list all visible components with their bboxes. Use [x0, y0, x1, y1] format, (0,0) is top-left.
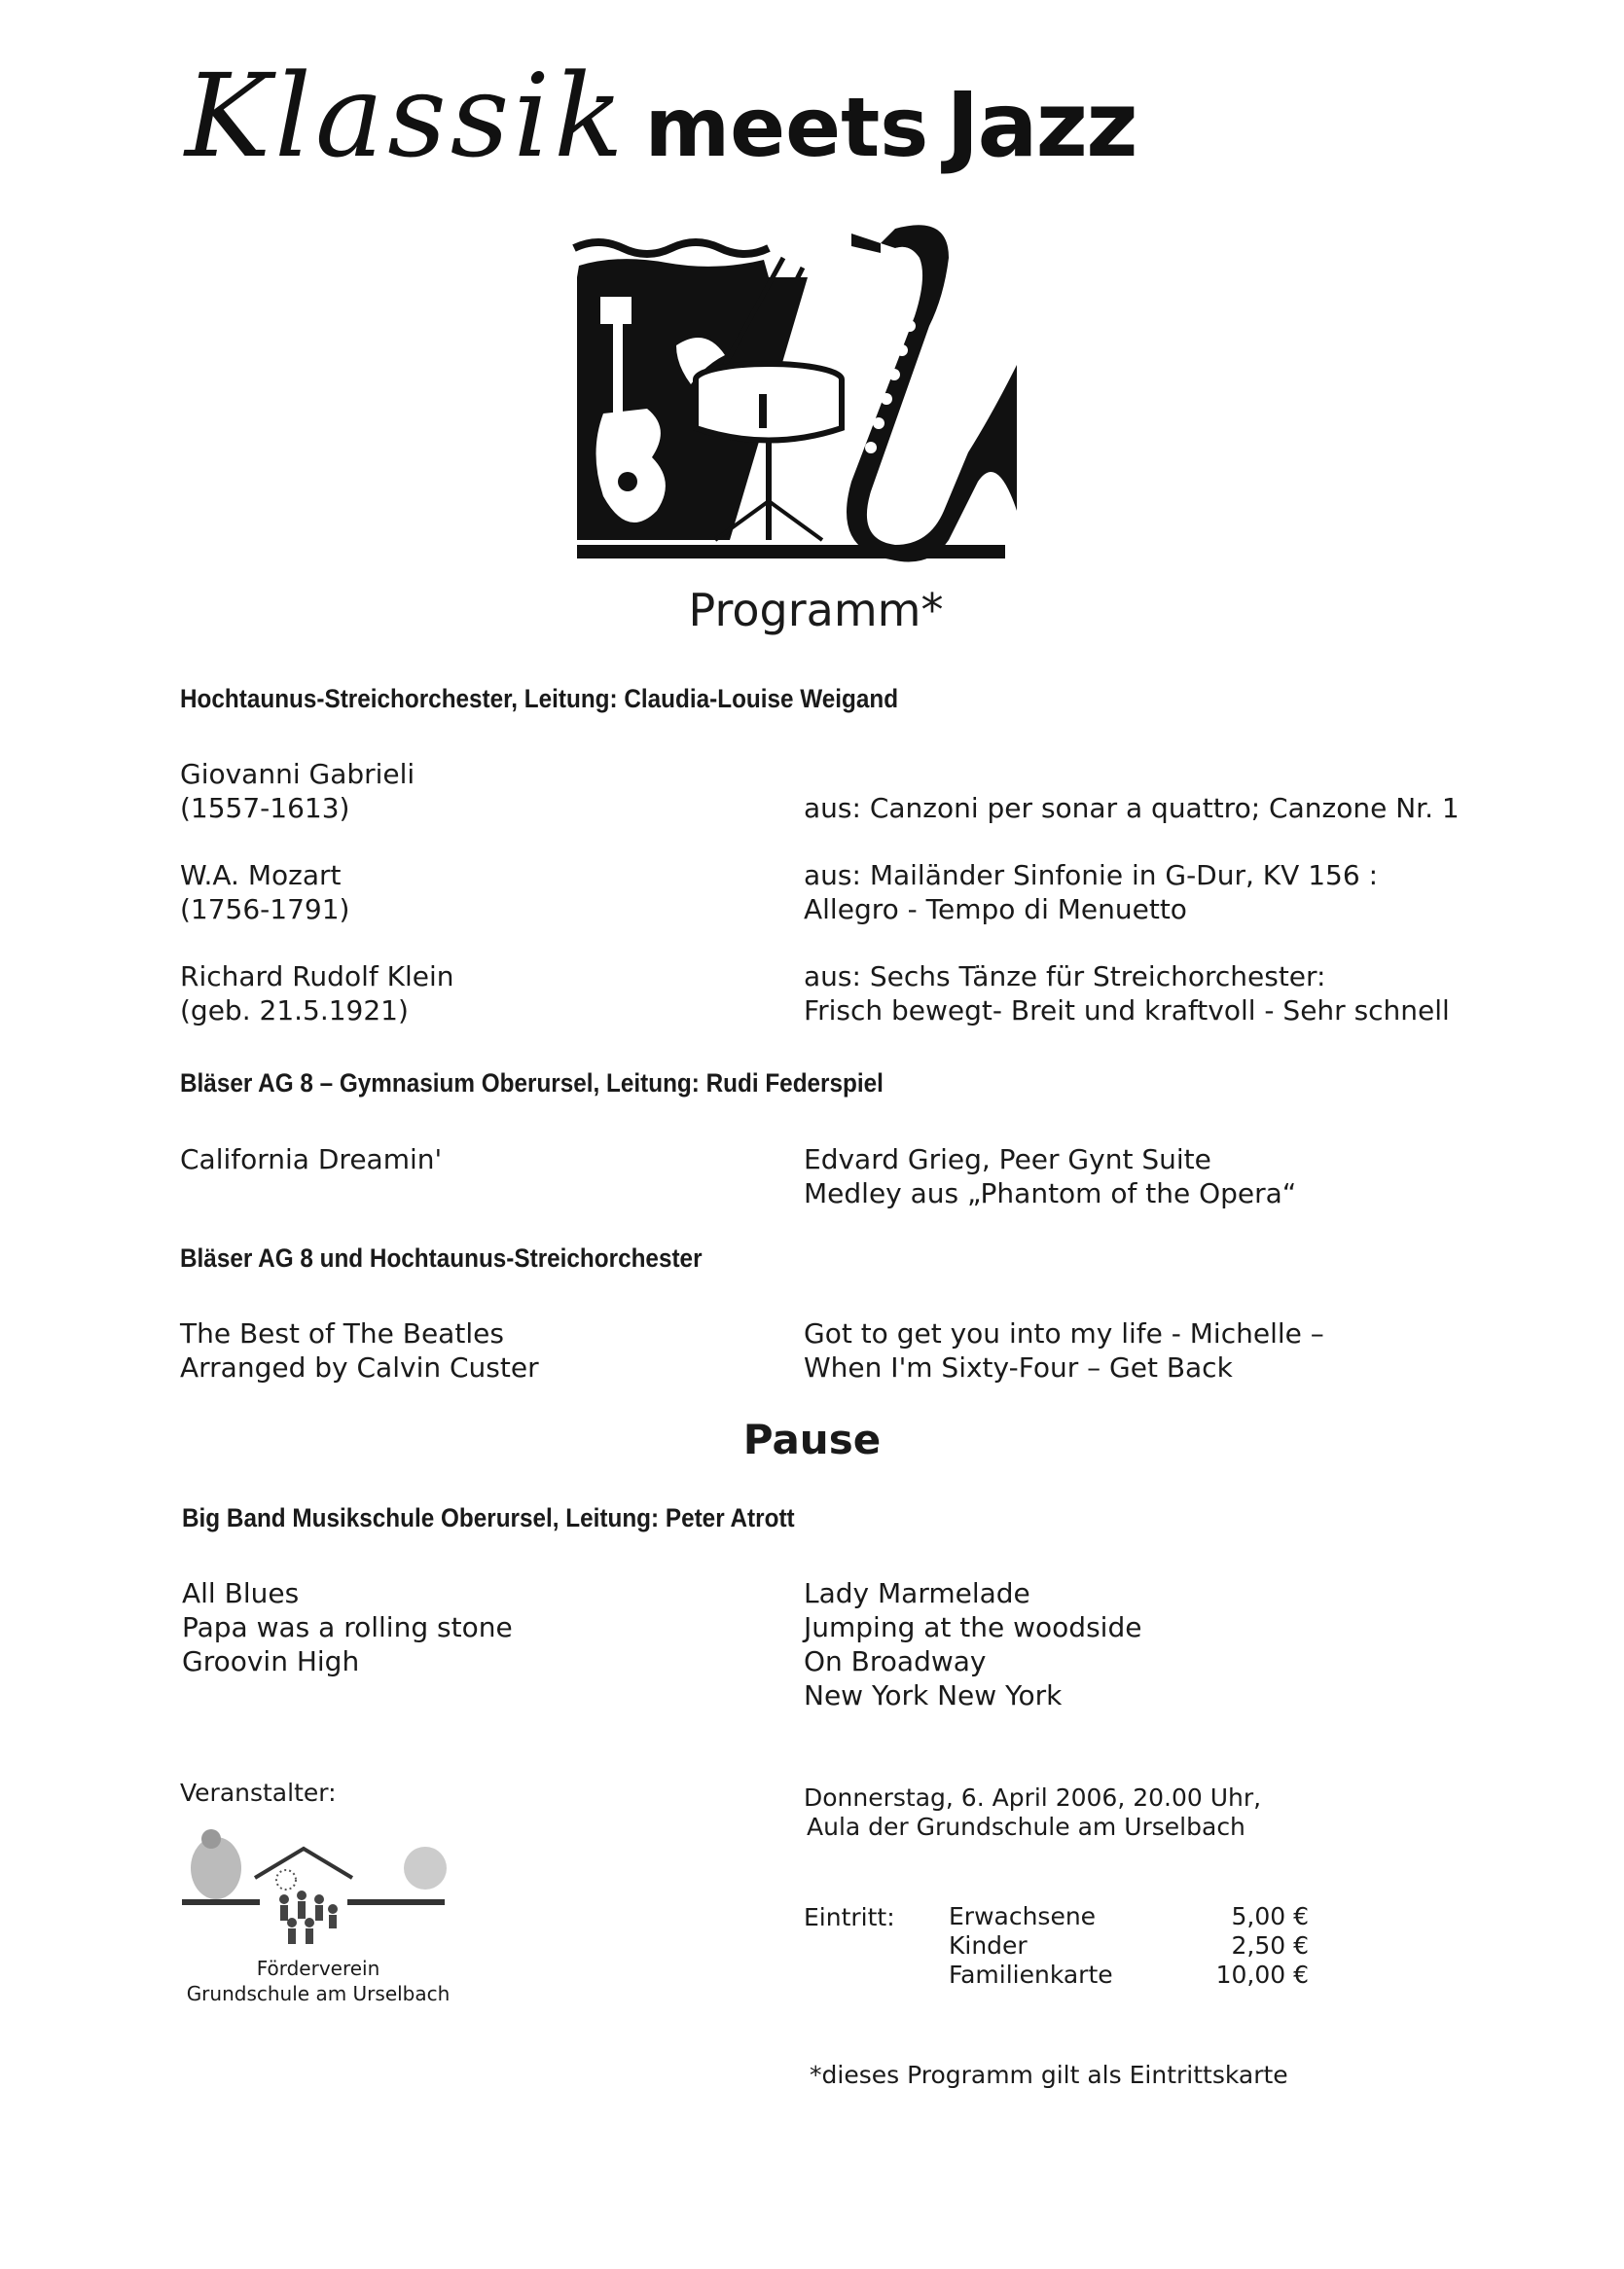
piece-mozart: aus: Mailänder Sinfonie in G-Dur, KV 156 : Allegro - Tempo di Menuetto	[804, 859, 1378, 925]
title-jazz: Jazz	[946, 73, 1137, 177]
price-value-familienkarte: 10,00 €	[1215, 1961, 1309, 1989]
veranstalter-label: Veranstalter:	[180, 1779, 337, 1807]
composer-gabrieli: Giovanni Gabrieli (1557-1613)	[180, 758, 415, 824]
foerderverein-name: Förderverein Grundschule am Urselbach	[186, 1957, 451, 2005]
price-value-kinder: 2,50 €	[1231, 1931, 1309, 1960]
programm-heading: Programm*	[688, 584, 944, 636]
event-venue: Aula der Grundschule am Urselbach	[807, 1813, 1245, 1841]
composer-mozart: W.A. Mozart (1756-1791)	[180, 859, 350, 925]
title-meets: meets	[644, 80, 929, 175]
section-heading-streichorchester: Hochtaunus-Streichorchester, Leitung: Claudia-Louise Weigand	[180, 684, 899, 713]
bigband-list-right: Lady Marmelade Jumping at the woodside On Broadway New York New York	[804, 1577, 1142, 1711]
section-heading-blaeser-ag: Bläser AG 8 – Gymnasium Oberursel, Leitung: Rudi Federspiel	[180, 1068, 884, 1098]
price-category-familienkarte: Familienkarte	[949, 1961, 1113, 1989]
jazz-instruments-illustration	[559, 219, 1027, 583]
beatles-songs: Got to get you into my life - Michelle – When I'm Sixty-Four – Get Back	[804, 1317, 1324, 1384]
price-value-erwachsene: 5,00 €	[1231, 1902, 1309, 1930]
piece-california-dreamin: California Dreamin'	[180, 1143, 443, 1175]
composer-klein: Richard Rudolf Klein (geb. 21.5.1921)	[180, 960, 454, 1026]
section-heading-combined: Bläser AG 8 und Hochtaunus-Streichorchester	[180, 1243, 703, 1273]
title-klassik: Klassik	[185, 49, 628, 183]
eintritt-label: Eintritt:	[804, 1903, 895, 1931]
bigband-list-left: All Blues Papa was a rolling stone Groovin High	[182, 1577, 513, 1677]
piece-beatles: The Best of The Beatles Arranged by Calvin Custer	[180, 1317, 539, 1384]
pause-heading: Pause	[742, 1416, 882, 1463]
page-title	[185, 49, 1137, 183]
piece-gabrieli: aus: Canzoni per sonar a quattro; Canzone Nr. 1	[804, 792, 1460, 824]
section-heading-bigband: Big Band Musikschule Oberursel, Leitung: Peter Atrott	[182, 1503, 795, 1532]
foerderverein-logo	[177, 1829, 459, 1955]
price-category-kinder: Kinder	[949, 1931, 1028, 1960]
price-category-erwachsene: Erwachsene	[949, 1902, 1097, 1930]
footnote: *dieses Programm gilt als Eintrittskarte	[810, 2061, 1288, 2089]
event-date: Donnerstag, 6. April 2006, 20.00 Uhr,	[804, 1783, 1262, 1812]
piece-klein: aus: Sechs Tänze für Streichorchester: Frisch bewegt- Breit und kraftvoll - Sehr schnell	[804, 960, 1450, 1026]
pieces-blaeser-right: Edvard Grieg, Peer Gynt Suite Medley aus „Phantom of the Opera“	[804, 1143, 1297, 1209]
